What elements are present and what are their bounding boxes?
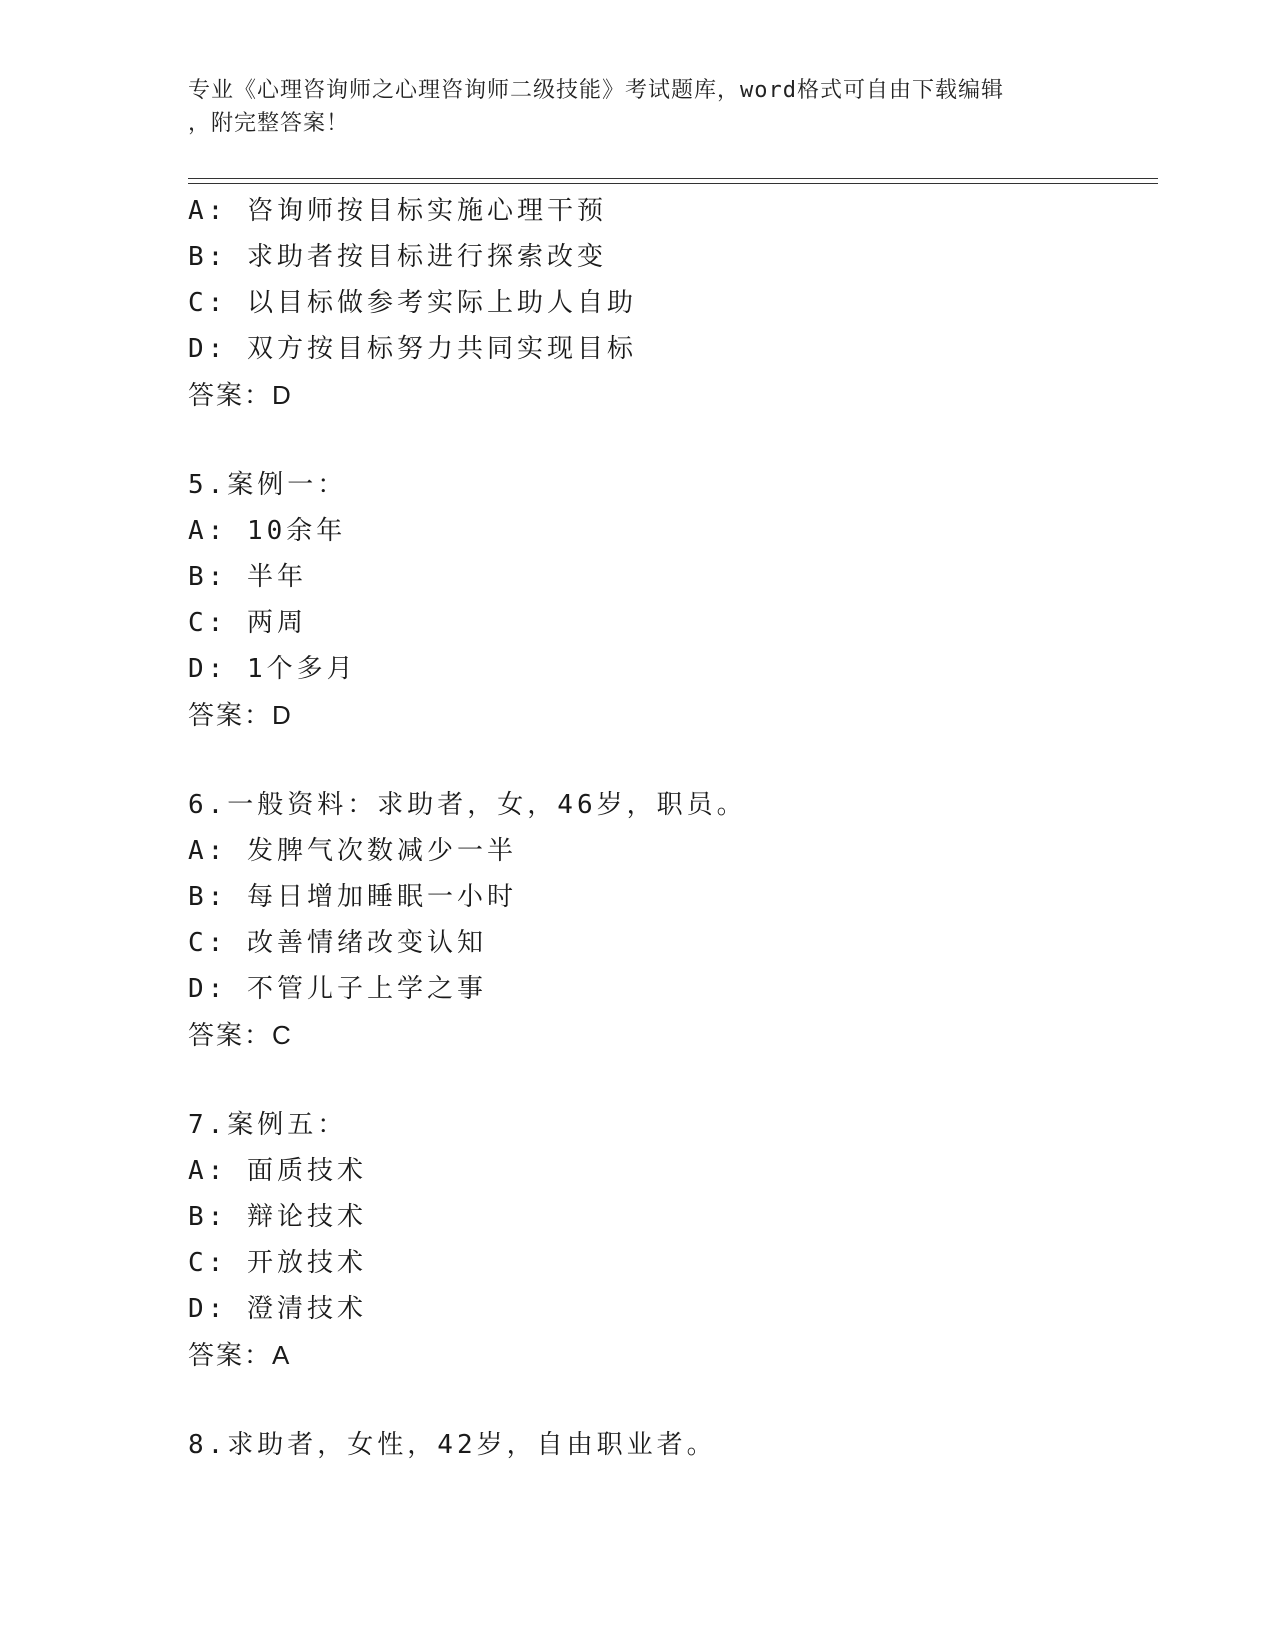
q6-answer: 答案：C	[188, 1020, 293, 1050]
q8-question: 8.求助者，女性，42岁，自由职业者。	[188, 1430, 717, 1460]
q5-question: 5.案例一：	[188, 470, 348, 500]
q5-option-a: A: 10余年	[188, 516, 347, 546]
q5-option-d: D: 1个多月	[188, 654, 357, 684]
header-divider-bottom	[188, 183, 1158, 184]
question-5-block	[188, 462, 1148, 738]
q5-option-b: B: 半年	[188, 562, 307, 592]
question-7-block	[188, 1102, 1148, 1378]
question-4-block	[188, 188, 1148, 418]
q6-option-c: C: 改善情绪改变认知	[188, 928, 487, 958]
q7-option-c: C: 开放技术	[188, 1248, 367, 1278]
spacer	[188, 1058, 1148, 1102]
q7-option-b: B: 辩论技术	[188, 1202, 367, 1232]
q6-question: 6.一般资料：求助者，女，46岁，职员。	[188, 790, 747, 820]
q4-option-d: D: 双方按目标努力共同实现目标	[188, 334, 637, 364]
spacer	[188, 418, 1148, 462]
q4-option-b: B: 求助者按目标进行探索改变	[188, 242, 607, 272]
q7-question: 7.案例五：	[188, 1110, 348, 1140]
q5-option-c: C: 两周	[188, 608, 307, 638]
question-6-block	[188, 782, 1148, 1058]
spacer	[188, 1378, 1148, 1422]
document-header	[188, 74, 1088, 140]
q4-option-c: C: 以目标做参考实际上助人自助	[188, 288, 637, 318]
q7-option-d: D: 澄清技术	[188, 1294, 367, 1324]
q4-answer: 答案：D	[188, 380, 293, 410]
q5-answer: 答案：D	[188, 700, 293, 730]
q6-option-a: A: 发脾气次数减少一半	[188, 836, 517, 866]
question-list	[188, 188, 1148, 1468]
header-title-line-1: 专业《心理咨询师之心理咨询师二级技能》考试题库，word格式可自由下载编辑	[188, 78, 1004, 103]
q6-option-b: B: 每日增加睡眠一小时	[188, 882, 517, 912]
spacer	[188, 738, 1148, 782]
header-title-line-2: ，附完整答案！	[188, 111, 350, 136]
q4-option-a: A: 咨询师按目标实施心理干预	[188, 196, 607, 226]
q7-option-a: A: 面质技术	[188, 1156, 367, 1186]
header-divider-top	[188, 178, 1158, 179]
q7-answer: 答案：A	[188, 1340, 292, 1370]
question-8-block	[188, 1422, 1148, 1468]
q6-option-d: D: 不管儿子上学之事	[188, 974, 487, 1004]
